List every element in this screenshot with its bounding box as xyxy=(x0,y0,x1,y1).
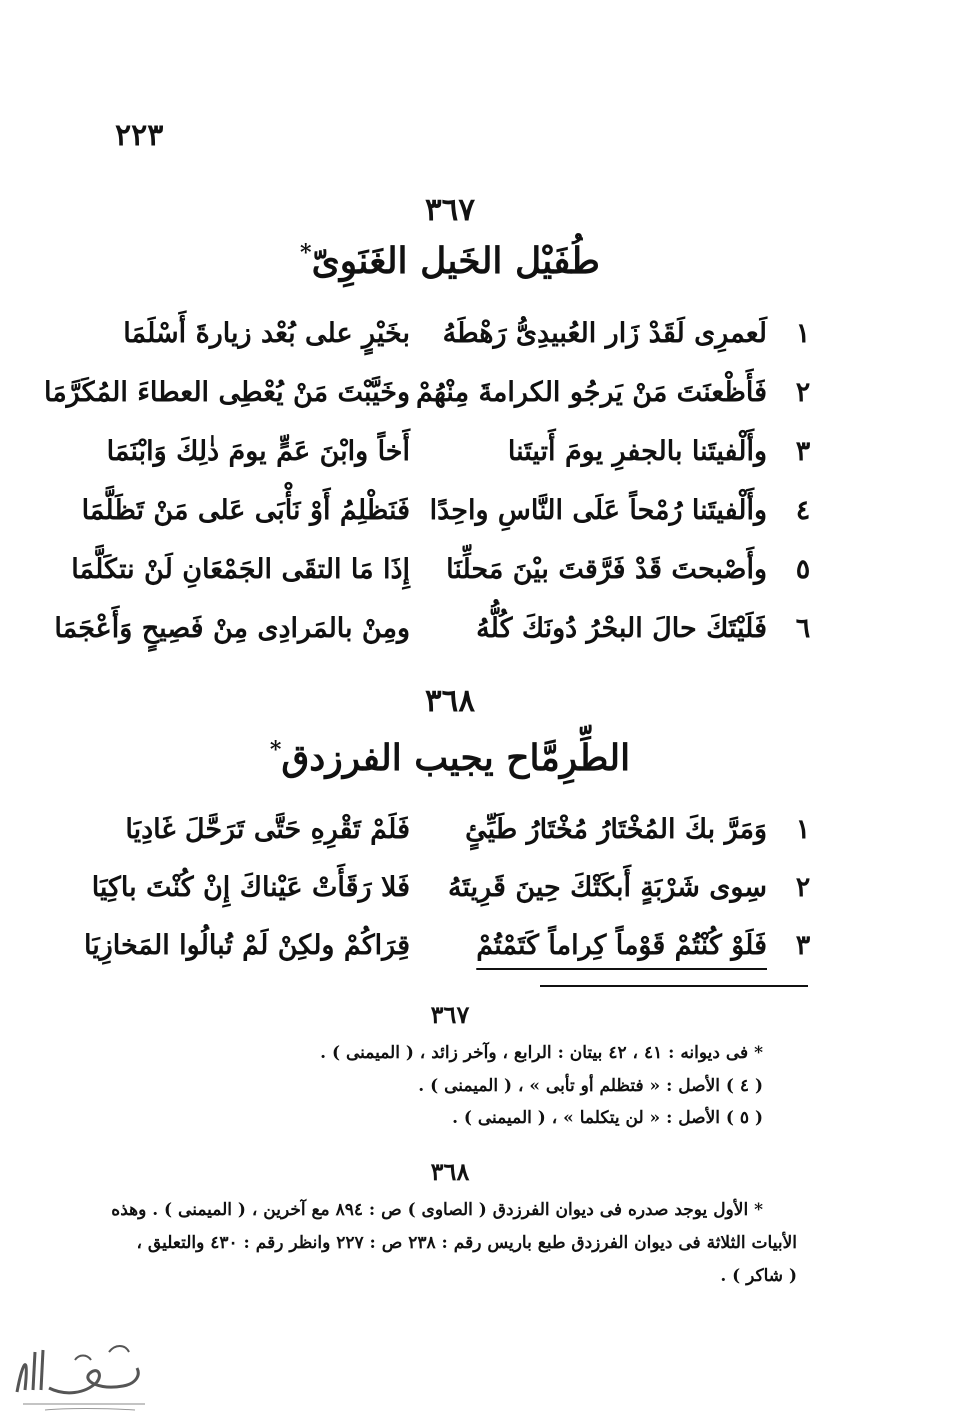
verse-number: ٣ xyxy=(795,436,811,467)
verse-number: ٣ xyxy=(795,930,811,961)
verse-line xyxy=(91,872,815,916)
first-hemistich: سِوى شَرْبَةٍ أَبكَتْكَ حِينَ قَرِيتَهُ xyxy=(448,872,767,903)
second-hemistich: فَنَظْلِمُ أَوْ نَأْبَى عَلى مَنْ تَظَلَّمَا xyxy=(81,495,410,526)
second-hemistich: قِرَاكُمْ ولكِنْ لَمْ تُبالُوا المَخازِيَا xyxy=(84,930,410,961)
footnote-mark: * xyxy=(269,737,282,763)
second-hemistich: ومِنْ بالمَرادِى مِنْ فَصِيحٍ وَأَعْجَمَا xyxy=(54,613,410,644)
verse-number: ٢ xyxy=(795,872,811,903)
verse-number: ٦ xyxy=(795,613,811,644)
verse-line xyxy=(110,318,815,362)
verse-line xyxy=(106,436,815,480)
second-hemistich: فَلَمْ تَقْرِهِ حَتَّى تَرَحَّلَ غَادِيَا xyxy=(125,814,410,845)
poet-name: طُفَيْل الخَيل الغَنَوِىّ xyxy=(311,240,600,282)
footnote-mark: * xyxy=(300,240,312,266)
second-hemistich: فَلا رَقَأَتْ عَيْناكَ إِنْ كُنْتَ باكِيَا xyxy=(91,872,410,903)
poet-name: الطِّرِمَّاح يجيب الفرزدق xyxy=(281,737,631,779)
verse-number: ١ xyxy=(795,814,811,845)
verse-line xyxy=(71,554,815,598)
second-hemistich: إِذَا مَا التقَى الجَمْعَانِ لَنْ نتكَلَّمَا xyxy=(71,554,410,585)
verse-line xyxy=(54,613,815,657)
first-hemistich: فَأَظْعنَتَ مَنْ يَرجُو الكرامةَ مِنْهُمْ xyxy=(416,377,767,408)
footnote-line: الأبيات الثلاثة فى ديوان الفرزدق طبع باريس رقم : ٢٣٨ ص : ٢٢٧ وانظر رقم : ٤٣٠ والتعليق ، xyxy=(136,1233,797,1253)
footnote-line: * فى ديوانه : ٤١ ، ٤٢ بيتان : الرابع ، وآخر زائد ، ( الميمنى ) . xyxy=(320,1043,763,1063)
first-hemistich: لَعمرِى لَقَدْ زَار العُبيدِىُّ رَهْطَهُ xyxy=(442,318,767,349)
first-hemistich: وأَلْفيتَنا بالجفرِ يومَ أَتيتَنا xyxy=(507,436,767,467)
footnote-line: * الأول يوجد صدره فى ديوان الفرزدق ( الصاوى ) ص : ٨٩٤ مع آخرين ، ( الميمنى ) . وهذه xyxy=(111,1200,763,1220)
second-hemistich: أَخاً وابْنَ عَمٍّ يومَ ذٰلِكَ وَابْنَمَا xyxy=(106,436,410,467)
verse-number: ١ xyxy=(795,318,811,349)
verse-line xyxy=(81,495,815,539)
first-hemistich: وأَلْفيتَنا رُمْحاً عَلَى النَّاسِ واحِدًا xyxy=(429,495,767,526)
verse-line xyxy=(84,930,815,974)
second-hemistich: بخَيْرٍ على بُعْد زيارةَ أَسْلَمَا xyxy=(123,318,410,349)
first-hemistich: وَمَرَّ بكَ المُخْتَارُ مُخْتَارُ طَيِّئٍ xyxy=(465,814,767,845)
library-stamp-logo xyxy=(5,1330,155,1415)
first-hemistich: فَلَيْتَكَ حالَ البحْرُ دُونَكَ كُلُّهُ xyxy=(476,613,767,644)
verse-line xyxy=(110,814,815,858)
footnote-separator-rule xyxy=(540,985,808,987)
verse-number: ٤ xyxy=(795,495,811,526)
page-number: ٢٢٣ xyxy=(115,118,164,153)
poem-title xyxy=(0,737,900,779)
verse-line xyxy=(43,377,815,421)
footnote-section-number: ٣٦٧ xyxy=(430,1000,470,1029)
verse-number: ٢ xyxy=(795,377,811,408)
first-hemistich: فَلَوْ كُنْتُمْ قَوْماً كِراماً كَتَمْتُمْ xyxy=(476,930,767,961)
poem-title xyxy=(0,240,900,282)
verse-number: ٥ xyxy=(795,554,811,585)
poem-number: ٣٦٨ xyxy=(425,683,475,719)
footnote-line: ( شاكر ) . xyxy=(720,1266,797,1286)
footnote-section-number: ٣٦٨ xyxy=(430,1157,470,1186)
poem-number: ٣٦٧ xyxy=(425,192,475,228)
footnote-line: ( ٥ ) الأصل : « لن يتكلما » ، ( الميمنى ) . xyxy=(452,1108,763,1128)
first-hemistich: وأَصْبحتَ قَدْ فَرَّقتَ بيْنَ مَحلِّنَا xyxy=(446,554,767,585)
second-hemistich: وخَيَّبْتَ مَنْ يُعْطِى العطاءَ المُكَرَّمَا xyxy=(43,377,410,408)
footnote-line: ( ٤ ) الأصل : « فتظلم أو تأبى » ، ( الميمنى ) . xyxy=(418,1076,763,1096)
